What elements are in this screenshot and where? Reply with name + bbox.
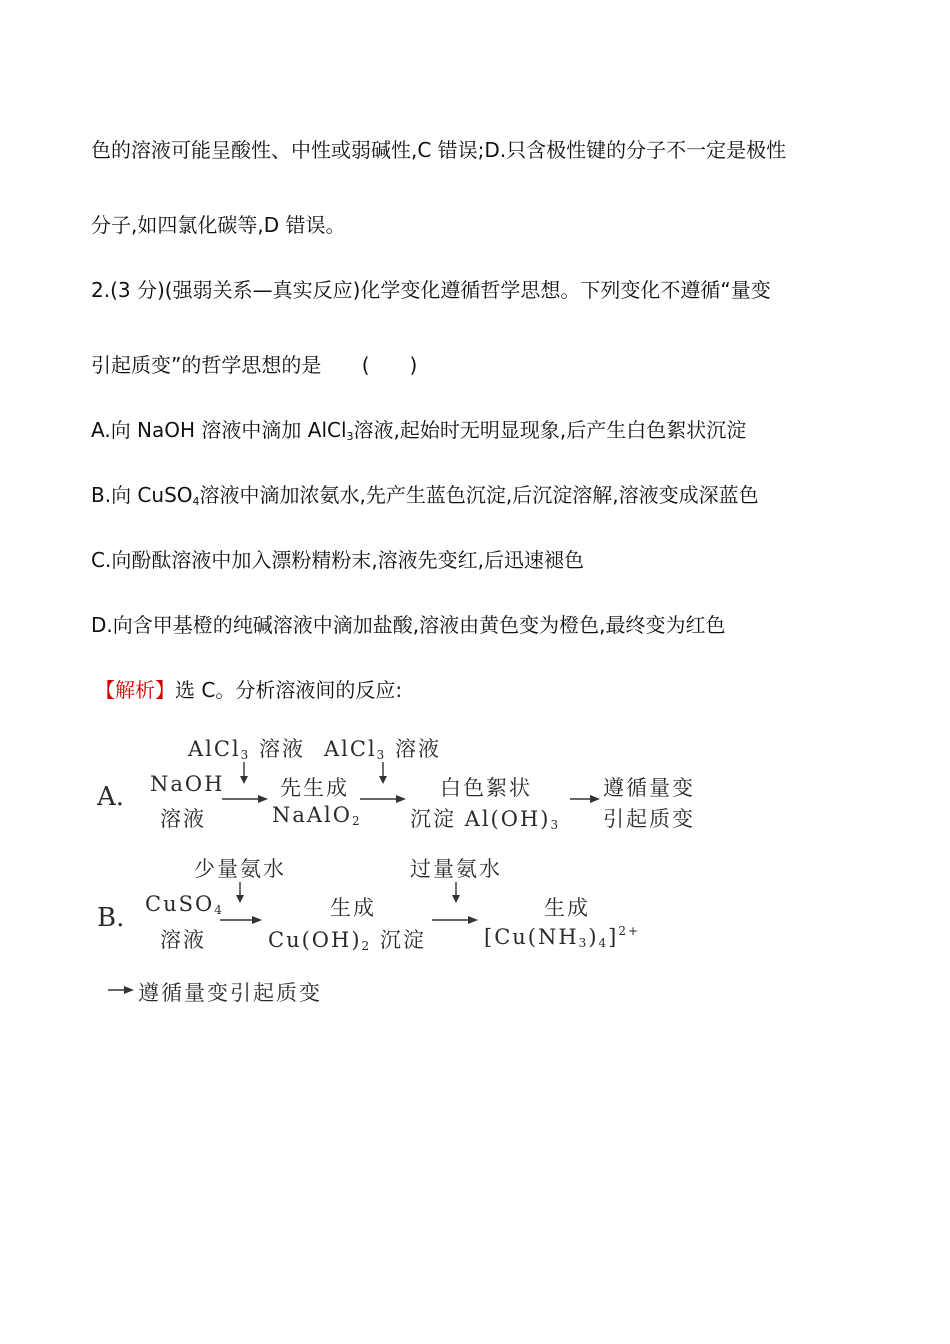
b-reagent1-arrowhead — [236, 895, 244, 903]
b-result-arrowhead — [124, 986, 134, 994]
analysis-tag: 【解析】 — [95, 678, 175, 702]
a-step2-top: 白色絮状 — [440, 776, 532, 800]
a-reagent-1: AlCl$_3$ 溶液 — [188, 737, 305, 762]
text-line-1: 色的溶液可能呈酸性、中性或弱碱性,C 错误;D.只含极性键的分子不一定是极性 — [91, 138, 787, 162]
question-2-text: 引起质变”的哲学思想的是 — [91, 353, 322, 377]
diagram-b-label: B. — [97, 903, 125, 933]
option-d: D.向含甲基橙的纯碱溶液中滴加盐酸,溶液由黄色变为橙色,最终变为红色 — [91, 613, 726, 637]
b-reagent2-arrowhead — [452, 895, 460, 903]
a-arrow-3-head — [590, 795, 600, 803]
b-start-top: CuSO$_4$ — [145, 892, 224, 917]
analysis-text: 选 C。分析溶液间的反应: — [175, 678, 403, 702]
a-result-bottom: 引起质变 — [603, 807, 695, 831]
b-step1-bottom: $Cu(OH)_2$ 沉淀 — [268, 928, 426, 953]
question-2-line-2 — [91, 351, 417, 379]
option-b: B.向 CuSO$_4$溶液中滴加浓氨水,先产生蓝色沉淀,后沉淀溶解,溶液变成深蓝色 — [91, 483, 759, 508]
b-step2-top: 生成 — [544, 896, 590, 920]
b-reagent-2: 过量氨水 — [410, 857, 502, 881]
a-start-bottom: 溶液 — [160, 807, 206, 831]
a-reagent2-arrowhead — [379, 776, 387, 784]
a-step2-bottom: 沉淀 $Al(OH)_3$ — [410, 807, 561, 832]
a-arrow-1-head — [258, 795, 268, 803]
question-2-line-1: 2.(3 分)(强弱关系—真实反应)化学变化遵循哲学思想。下列变化不遵循“量变 — [91, 278, 771, 302]
b-result: 遵循量变引起质变 — [138, 981, 322, 1005]
a-arrow-2-head — [396, 795, 406, 803]
a-step1-bottom: NaAlO$_2$ — [272, 803, 362, 828]
b-reagent-1: 少量氨水 — [194, 857, 286, 881]
a-start-top: NaOH — [150, 772, 225, 796]
b-arrow-1-head — [252, 916, 262, 924]
a-result-top: 遵循量变 — [603, 776, 695, 800]
analysis-line — [95, 676, 402, 704]
a-step1-top: 先生成 — [280, 776, 349, 800]
b-start-bottom: 溶液 — [160, 928, 206, 952]
b-step2-bottom: $[Cu(NH_3)_4]^{2+}$ — [484, 924, 641, 950]
a-reagent-2: AlCl$_3$ 溶液 — [324, 737, 441, 762]
diagram-a-label: A. — [97, 782, 125, 812]
option-a: A.向 NaOH 溶液中滴加 AlCl$_3$溶液,起始时无明显现象,后产生白色絮状沉淀 — [91, 418, 747, 443]
b-arrow-2-head — [468, 916, 478, 924]
b-step1-top: 生成 — [330, 896, 376, 920]
answer-blank: ( ) — [361, 353, 418, 377]
a-reagent1-arrowhead — [240, 776, 248, 784]
option-c: C.向酚酞溶液中加入漂粉精粉末,溶液先变红,后迅速褪色 — [91, 548, 585, 572]
text-line-2: 分子,如四氯化碳等,D 错误。 — [91, 213, 346, 237]
